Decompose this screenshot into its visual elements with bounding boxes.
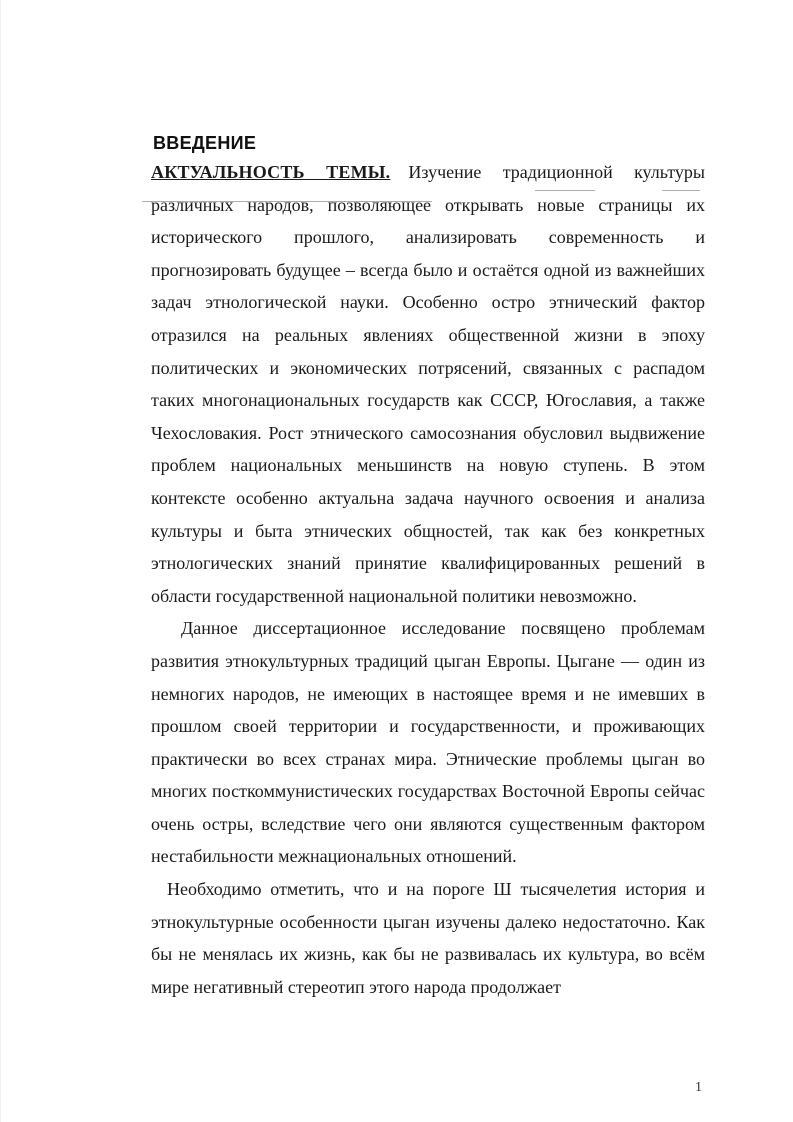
topic-label: АКТУАЛЬНОСТЬ ТЕМЫ. bbox=[151, 162, 391, 182]
body-text bbox=[151, 156, 705, 1003]
page-number: 1 bbox=[695, 1080, 702, 1095]
paragraph-history: Необходимо отметить, что и на пороге Ш тысячелетия история и этнокультурные особенности цыган изучены далеко недостаточно. Как бы не менялась их жизнь, как бы не развивалась их культура, во всём мире негативный стереотип этого народа продолжает bbox=[151, 879, 705, 997]
paragraph-relevance bbox=[151, 156, 705, 612]
paragraph-dissertation: Данное диссертационное исследование посвящено проблемам развития этнокультурных традиций цыган Европы. Цыгане — один из немногих народов, не имеющих в настоящее время и не имевших в прошлом своей территории и государственности, и проживающих практически во всех странах мира. Этнические проблемы цыган во многих посткоммунистических государствах Восточной Европы сейчас очень остры, вследствие чего они являются существенным фактором нестабильности межнациональных отношений. bbox=[151, 618, 705, 867]
paragraph-text: Изучение традиционной культуры различных народов, позволяющее открывать новые страницы их исторического прошлого, анализировать современность и прогнозировать будущее – всегда было и остаётся одной из важнейших задач этнологической науки. Особенно остро этнический фактор отразился на реальных явлениях общественной жизни в эпоху политических и экономических потрясений, связанных с распадом таких многонациональных государств как СССР, Югославия, а также Чехословакия. Рост этнического самосознания обусловил выдвижение проблем национальных меньшинств на новую ступень. В этом контексте особенно актуальна задача научного освоения и анализа культуры и быта этнических общностей, так как без конкретных этнологических знаний принятие квалифицированных решений в области государственной национальной политики невозможно. bbox=[151, 162, 705, 606]
section-heading: ВВЕДЕНИЕ bbox=[153, 133, 257, 153]
